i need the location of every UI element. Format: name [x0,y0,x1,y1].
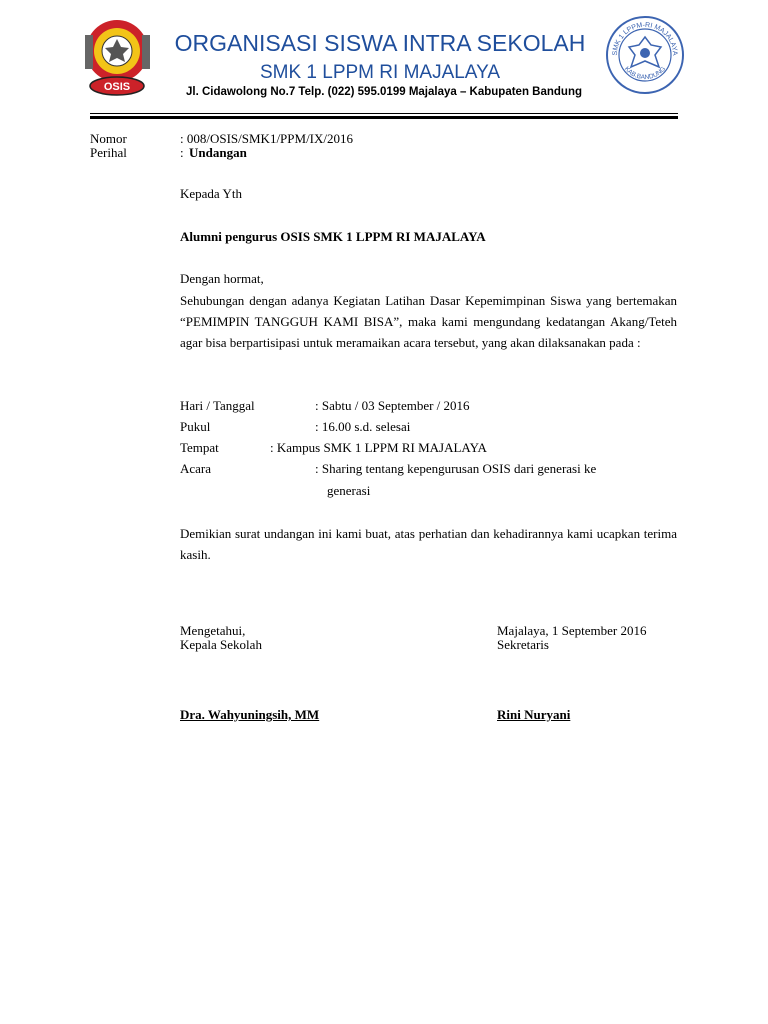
tempat-value: : Kampus SMK 1 LPPM RI MAJALAYA [270,440,487,455]
header-divider-thin [90,113,678,114]
osis-logo [80,17,155,97]
acara-value-continued: generasi [327,483,371,498]
closing-paragraph: Demikian surat undangan ini kami buat, atas perhatian dan kehadirannya kami ucapkan terima kasih. [180,526,677,562]
left-sign-line1: Mengetahui, [180,623,246,638]
recipient-name: Alumni pengurus OSIS SMK 1 LPPM RI MAJALAYA [180,229,486,244]
left-sign-role: Kepala Sekolah [180,637,262,652]
right-sign-role: Sekretaris [497,637,549,652]
place-date: Majalaya, 1 September 2016 [497,623,647,638]
headmaster-name: Dra. Wahyuningsih, MM [180,707,320,722]
acara-value: : Sharing tentang kepengurusan OSIS dari generasi ke [315,461,597,476]
svg-text:SMK 1 LPPM-RI MAJALAYA: SMK 1 LPPM-RI MAJALAYA [611,21,679,56]
svg-text:KAB.BANDUNG: KAB.BANDUNG [622,65,668,82]
svg-text:OSIS: OSIS [103,81,131,93]
greeting: Dengan hormat, [180,271,264,286]
school-name: SMK 1 LPPM RI MAJALAYA [259,62,501,83]
pukul-value: : 16.00 s.d. selesai [315,419,411,434]
perihal-label: Perihal [90,145,127,160]
tempat-label: Tempat [180,440,219,455]
school-address: Jl. Cidawolong No.7 Telp. (022) 595.0199 Majalaya – Kabupaten Bandung [185,86,582,98]
secretary-name: Rini Nuryani [497,707,571,722]
header-divider-thick [90,116,678,119]
perihal-value: Undangan [189,145,247,160]
nomor-value: : 008/OSIS/SMK1/PPM/IX/2016 [180,131,354,146]
hari-value: : Sabtu / 03 September / 2016 [315,398,470,413]
school-seal-logo [605,15,685,95]
kepada-line: Kepada Yth [180,186,242,201]
organization-title: ORGANISASI SISWA INTRA SEKOLAH [174,30,586,56]
pukul-label: Pukul [180,419,211,434]
intro-paragraph: Sehubungan dengan adanya Kegiatan Latihan Dasar Kepemimpinan Siswa yang bertemakan “PEMIMPIN TANGGUH KAMI BISA”, maka kami mengundang kedatangan Akang/Teteh agar bisa berpartisipasi untuk meramaikan acara tersebut, yang akan dilaksanakan pada : [180,293,677,350]
perihal-colon: : [180,145,184,160]
nomor-label: Nomor [90,131,127,146]
acara-label: Acara [180,461,212,476]
hari-label: Hari / Tanggal [180,398,255,413]
